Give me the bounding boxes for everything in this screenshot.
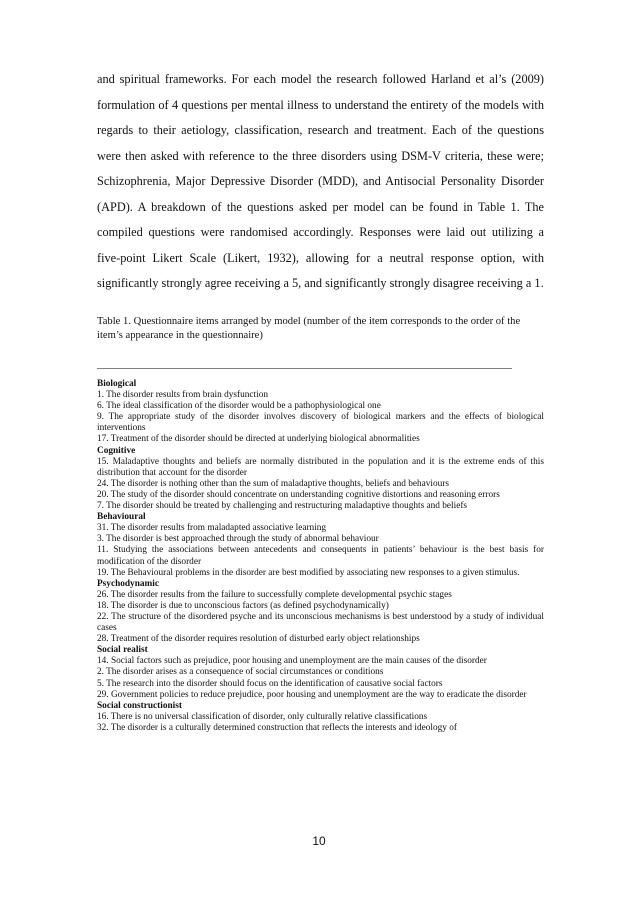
page-number: 10 xyxy=(312,834,326,848)
section-title: Social constructionist xyxy=(97,700,182,711)
section-title: Psychodynamic xyxy=(97,578,159,589)
table-item: 7. The disorder should be treated by challenging and restructuring maladaptive thoughts and beliefs xyxy=(97,501,468,512)
section-social-realist xyxy=(97,645,544,700)
table-item: 16. There is no universal classification of disorder, only culturally relative classifications xyxy=(97,711,428,722)
table-item: 11. Studying the associations between antecedents and consequents in patients’ behaviour is the best basis for modification of the disorder xyxy=(97,545,544,567)
table-item: 14. Social factors such as prejudice, poor housing and unemployment are the main causes of the disorder xyxy=(97,656,487,667)
section-title: Biological xyxy=(97,379,137,389)
table-item: 9. The appropriate study of the disorder involves discovery of biological markers and the effects of biological interventions xyxy=(97,412,544,434)
table-item: 2. The disorder arises as a consequence of social circumstances or conditions xyxy=(97,667,384,678)
section-psychodynamic xyxy=(97,579,544,646)
table-item: 20. The study of the disorder should concentrate on understanding cognitive distortions and reasoning errors xyxy=(97,489,500,500)
section-biological xyxy=(97,379,544,446)
table-item: 19. The Behavioural problems in the disorder are best modified by associating new responses to a given stimulus. xyxy=(97,567,520,578)
section-behavioural xyxy=(97,512,544,579)
table-item: 15. Maladaptive thoughts and beliefs are normally distributed in the population and it is the extreme ends of this distribution that account for the disorder xyxy=(97,456,544,478)
table-item: 3. The disorder is best approached through the study of abnormal behaviour xyxy=(97,534,379,545)
section-title: Cognitive xyxy=(97,445,136,456)
table-item: 24. The disorder is nothing other than the sum of maladaptive thoughts, beliefs and behaviours xyxy=(97,478,450,489)
section-social-constructionist xyxy=(97,701,544,734)
table-item: 28. Treatment of the disorder requires resolution of disturbed early object relationships xyxy=(97,634,420,645)
table-item: 17. Treatment of the disorder should be directed at underlying biological abnormalities xyxy=(97,434,420,445)
table-top-rule: ___________________________________________________________________________________ xyxy=(97,360,512,370)
section-title: Social realist xyxy=(97,645,148,656)
body-paragraph: and spiritual frameworks. For each model the research followed Harland et al’s (2009) formulation of 4 questions per mental illness to understand the entirety of the models with regards to their aetiology, classification, research and treatment. Each of the questions were then asked with reference to the three disorders using DSM-V criteria, these were; Schizophrenia, Major Depressive Disorder (MDD), and Antisocial Personality Disorder (APD). A breakdown of the questions asked per model can be found in Table 1. The compiled questions were randomised accordingly. Responses were laid out utilizing a five-point Likert Scale (Likert, 1932), allowing for a neutral response option, with significantly strongly agree receiving a 5, and significantly strongly disagree receiving a 1. xyxy=(97,72,544,290)
table-item: 29. Government policies to reduce prejudice, poor housing and unemployment are the way to eradicate the disorder xyxy=(97,689,527,700)
table-item: 32. The disorder is a culturally determined construction that reflects the interests and ideology of xyxy=(97,722,457,733)
table-item: 31. The disorder results from maladapted associative learning xyxy=(97,523,327,534)
table-caption: Table 1. Questionnaire items arranged by model (number of the item corresponds to the order of the item’s appearance in the questionnaire) xyxy=(97,316,521,341)
questionnaire-table xyxy=(97,379,544,734)
table-item: 26. The disorder results from the failure to successfully complete developmental psychic stages xyxy=(97,589,452,600)
section-title: Behavioural xyxy=(97,512,146,523)
table-item: 18. The disorder is due to unconscious factors (as defined psychodynamically) xyxy=(97,600,389,611)
table-item: 6. The ideal classification of the disorder would be a pathophysiological one xyxy=(97,401,381,412)
section-cognitive xyxy=(97,446,544,513)
table-item: 5. The research into the disorder should focus on the identification of causative social factors xyxy=(97,678,443,689)
table-item: 22. The structure of the disordered psyche and its unconscious mechanisms is best understood by a study of individual cases xyxy=(97,611,544,634)
table-item: 1. The disorder results from brain dysfunction xyxy=(97,390,269,401)
